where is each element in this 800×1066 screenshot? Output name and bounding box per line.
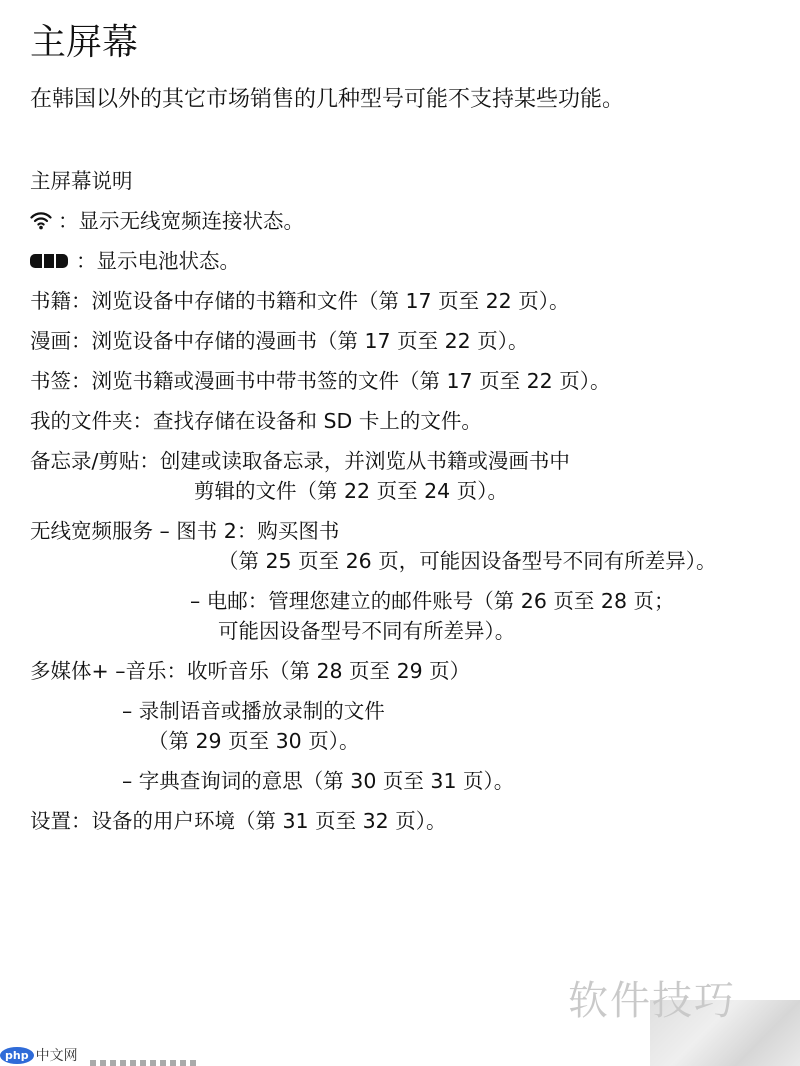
wifi-status-text: ：显示无线宽频连接状态。 [58,209,304,233]
wireless-item-line1: 无线宽频服务 – 图书 2：购买图书 [30,519,340,543]
settings-item: 设置：设备的用户环境（第 31 页至 32 页）。 [30,809,447,833]
logo-text: 中文网 [35,1048,78,1064]
bookmarks-item: 书签：浏览书籍或漫画书中带书签的文件（第 17 页至 22 页）。 [30,369,611,393]
memo-item-line1: 备忘录/剪贴：创建或读取备忘录，并浏览从书籍或漫画书中 [30,449,570,473]
battery-status-text: ：显示电池状态。 [76,249,240,273]
home-screen-description [30,166,790,836]
wireless-item-line2: （第 25 页至 26 页，可能因设备型号不同有所差异）。 [218,549,717,573]
logo-badge: php [0,1047,34,1064]
wireless-item-line3: – 电邮：管理您建立的邮件账号（第 26 页至 28 页； [190,589,675,613]
memo-item-line2: 剪辑的文件（第 22 页至 24 页）。 [194,479,508,503]
page-title: 主屏幕 [30,22,139,63]
wifi-icon [30,210,52,230]
multimedia-item-line4: – 字典查询词的意思（第 30 页至 31 页）。 [122,769,515,793]
wifi-status-item [30,206,790,236]
watermark-text: 软件技巧 [568,978,736,1024]
books-item: 书籍：浏览设备中存储的书籍和文件（第 17 页至 22 页）。 [30,289,570,313]
multimedia-item-line3: （第 29 页至 30 页）。 [148,729,360,753]
battery-icon [30,254,68,268]
subheading: 主屏幕说明 [30,169,133,193]
site-logo [0,1044,78,1066]
multimedia-item-line1: 多媒体+ –音乐：收听音乐（第 28 页至 29 页） [30,659,471,683]
intro-text: 在韩国以外的其它市场销售的几种型号可能不支持某些功能。 [30,87,625,112]
footer-strip [90,1060,200,1066]
multimedia-item-line2: – 录制语音或播放录制的文件 [122,699,385,723]
my-folder-item: 我的文件夹：查找存储在设备和 SD 卡上的文件。 [30,409,482,433]
wireless-item-line4: 可能因设备型号不同有所差异）。 [218,619,516,643]
battery-status-item [30,246,790,276]
comics-item: 漫画：浏览设备中存储的漫画书（第 17 页至 22 页）。 [30,329,529,353]
